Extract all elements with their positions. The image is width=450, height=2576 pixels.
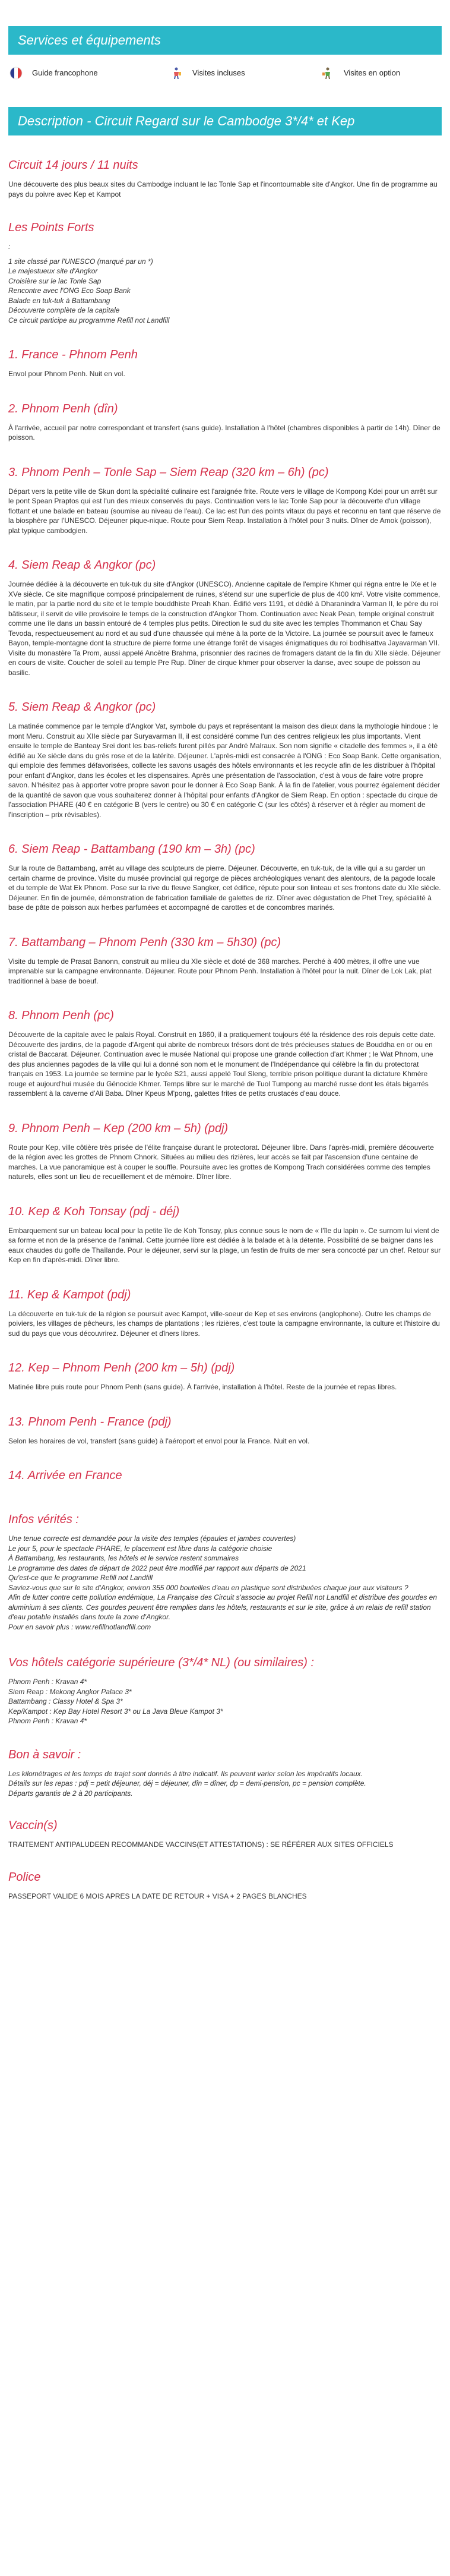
- day-title: 14. Arrivée en France: [8, 1469, 122, 1482]
- hotel-line: Siem Reap : Mekong Angkor Palace 3*: [8, 1687, 132, 1696]
- police-title: Police: [8, 1870, 41, 1884]
- day-section: [8, 1205, 442, 1265]
- page: [0, 26, 450, 1901]
- info-line: À Battambang, les restaurants, les hôtels et le service restent sommaires: [8, 1554, 239, 1562]
- optional-visits-icon: [321, 67, 334, 80]
- day-title: 7. Battambang – Phnom Penh (330 km – 5h30) (pc): [8, 935, 281, 949]
- day-text: Matinée libre puis route pour Phnom Penh (sans guide). À l'arrivée, installation à l'hôtel. Reste de la journée et repas libres.: [8, 1383, 397, 1391]
- highlight-item: Ce circuit participe au programme Refill not Landfill: [8, 316, 170, 324]
- highlights-list: [8, 242, 442, 325]
- day-section: [8, 1288, 442, 1339]
- day-section: [8, 1008, 442, 1099]
- french-flag-icon: [9, 67, 23, 80]
- police-text: PASSEPORT VALIDE 6 MOIS APRES LA DATE DE RETOUR + VISA + 2 PAGES BLANCHES: [8, 1891, 307, 1900]
- circuit-duration: Circuit 14 jours / 11 nuits: [8, 159, 138, 172]
- day-section: [8, 1415, 442, 1446]
- day-text: À l'arrivée, accueil par notre correspondant et transfert (sans guide). Installation à l'hôtel (chambres disponibles à partir de 14h). Dîner de poisson.: [8, 423, 441, 442]
- highlight-item: Rencontre avec l'ONG Eco Soap Bank: [8, 286, 131, 295]
- day-title: 9. Phnom Penh – Kep (200 km – 5h) (pdj): [8, 1121, 229, 1135]
- info-line: Une tenue correcte est demandée pour la visite des temples (épaules et jambes couvertes): [8, 1534, 296, 1543]
- info-list: [8, 1534, 442, 1632]
- bon-savoir-line: Départs garantis de 2 à 20 participants.: [8, 1789, 133, 1798]
- service-visits-optional: [321, 67, 400, 80]
- bon-savoir-list: [8, 1769, 442, 1799]
- highlights-dash: :: [8, 242, 11, 251]
- info-line: Le programme des dates de départ de 2022 peut être modifié par rapport aux départs de 2021: [8, 1563, 306, 1572]
- day-title: 11. Kep & Kampot (pdj): [8, 1288, 131, 1301]
- day-title: 8. Phnom Penh (pc): [8, 1009, 114, 1022]
- info-title: Infos vérités :: [8, 1513, 79, 1526]
- hotel-line: Battambang : Classy Hotel & Spa 3*: [8, 1697, 123, 1705]
- day-section: [8, 1468, 442, 1483]
- hotel-line: Phnom Penh : Kravan 4*: [8, 1717, 87, 1725]
- day-title: 3. Phnom Penh – Tonle Sap – Siem Reap (320 km – 6h) (pc): [8, 465, 329, 479]
- services-title: Services et équipements: [18, 32, 161, 48]
- services-row: [8, 55, 442, 92]
- service-french-guide: [9, 67, 170, 80]
- day-text: Envol pour Phnom Penh. Nuit en vol.: [8, 370, 125, 378]
- highlights-title: Les Points Forts: [8, 221, 94, 234]
- hotels-title: Vos hôtels catégorie supérieure (3*/4* NL) (ou similaires) :: [8, 1656, 315, 1669]
- day-text: Route pour Kep, ville côtière très prisée de l'élite française durant le protectorat. Déjeuner libre. Dans l'après-midi, première découverte de la région avec les grottes de Phnom Chnork. Situées au milieu des rizières, leur accès se fait par l'ascension d'une centaine de marches. La vue panoramique est à couper le souffle. Poursuite avec les grottes de Kompong Trach considérées comme des temples naturels, elles sont un lieu de recueillement et de mémoire. Dîner libre.: [8, 1143, 434, 1181]
- day-title: 10. Kep & Koh Tonsay (pdj - déj): [8, 1205, 180, 1218]
- vaccin-title: Vaccin(s): [8, 1819, 58, 1832]
- day-title: 6. Siem Reap - Battambang (190 km – 3h) (pc): [8, 843, 255, 856]
- day-text: Embarquement sur un bateau local pour la petite île de Koh Tonsay, plus connue sous le nom de « l'île du lapin ». Ce surnom lui vient de sa forme et non de la présence de l'animal. Cette journée libre est dédiée à la balade et à la détente. Possibilité de se baigner dans les eaux chaudes du golfe de Thaïlande. Pour le déjeuner, servi sur la plage, un festin de fruits de mer sera concocté par un chef. Retour sur Kep en fin d'après-midi. Dîner libre.: [8, 1226, 441, 1264]
- info-line: Afin de lutter contre cette pollution endémique, La Française des Circuit s'associe au projet Refill not Landfill et distribue des gourdes en aluminium à ses clients. Ces gourdes peuvent être remplies dans les hôtels, restaurants et sur le site, grâce à un relais de refill station d'eau potable installés dans toute la zone d'Angkor.: [8, 1593, 438, 1621]
- day-section: [8, 558, 442, 677]
- day-title: 2. Phnom Penh (dîn): [8, 402, 118, 415]
- day-section: [8, 1121, 442, 1182]
- day-text: Sur la route de Battambang, arrêt au village des sculpteurs de pierre. Déjeuner. Découverte, en tuk-tuk, de la ville qui a su garder un certain charme de province. Visite du musée provincial qui regorge de pièces archéologiques venant des alentours, de la pagode locale et du temple de Wat Ek Phnom. Pose sur la rive du fleuve Sangker, cet édifice, répute pour son linteau et ses frontons date du XIe siècle. Déjeuner. En fin de journée, démonstration de fabrication familiale de galettes de riz. Dîner avec dégustation de Phet Trey, spécialité à base de pâte de poisson aux herbes parfumées et accompagné de carottes et de concombres marinés.: [8, 864, 441, 912]
- info-line: Pour en savoir plus : www.refillnotlandfill.com: [8, 1622, 151, 1631]
- highlight-item: Croisière sur le lac Tonle Sap: [8, 276, 102, 285]
- tourist-visits-icon: [170, 67, 183, 80]
- highlight-item: 1 site classé par l'UNESCO (marqué par un *): [8, 257, 153, 266]
- day-section: [8, 465, 442, 536]
- day-text: Journée dédiée à la découverte en tuk-tuk du site d'Angkor (UNESCO). Ancienne capitale de l'empire Khmer qui régna entre le IXe et le XVe siècle. Ce site magnifique composé principalement de ruines, s'étend sur une superficie de plus de 400 km². Votre visite commence, le matin, par la partie nord du site et le temple bouddhiste Preah Khan. Édifié vers 1191, et dédié à Dharanindra Varman II, le père du roi bâtisseur, il servit de ville provisoire le temps de la construction d'Angkor Thom. Continuation avec Neak Pean, temple original construit comme une île dans un bassin entouré de 4 temples plus petits. Direction le sud du site avec les temples Thommanon et Chau Say Tevoda, respectueusement au nord et au sud d'une chaussée qui mène à la porte de la Victoire. La journée se poursuit avec le fameux Bayon, temple-montagne dont la structure de pierre forme une étrange forêt de visages énigmatiques du roi bodhisattva Jayavarman VII. Visite du monastère Ta Prom, aussi appelé Ancêtre Brahma, prisonnier des racines de fromagers datant de la fin du XIIe siècle. Déjeuner en cours de visite. Coucher de soleil au temple Pre Rup. Dîner de cirque khmer pour observer la danse, avec soupe de poisson au basilic.: [8, 580, 441, 677]
- day-text: Selon les horaires de vol, transfert (sans guide) à l'aéroport et envol pour la France. Nuit en vol.: [8, 1436, 310, 1445]
- bon-savoir-title: Bon à savoir :: [8, 1748, 81, 1761]
- highlight-item: Balade en tuk-tuk à Battambang: [8, 296, 110, 305]
- day-text: Départ vers la petite ville de Skun dont la spécialité culinaire est l'araignée frite. Route vers le village de Kompong Kdei pour un arrêt sur le pont Spean Praptos qui est l'un des mieux conservés du pays. Continuation vers le lac Tonle Sap pour la découverte d'un village flottant et une balade en bateau (soumise au niveau de l'eau). Ce lac est l'un des points vitaux du pays et reconnu en tant que réserve de la biosphère par l'UNESCO. Déjeuner pique-nique. Route pour Siem Reap. Installation à l'hôtel pour 3 nuits. Dîner de Amok (poisson), plat typique cambodgien.: [8, 487, 441, 535]
- day-title: 13. Phnom Penh - France (pdj): [8, 1415, 172, 1429]
- description-header: [8, 107, 442, 135]
- service-label: Guide francophone: [32, 68, 98, 77]
- info-line: Qu'est-ce que le programme Refill not Landfill: [8, 1574, 153, 1582]
- day-text: Découverte de la capitale avec le palais Royal. Construit en 1860, il a pratiquement toujours été la résidence des rois depuis cette date. Découverte des jardins, de la pagode d'Argent qui abrite de nombreux trésors dont de très précieuses statues de Bouddha en or ou en cristal de Baccarat. Déjeuner. Continuation avec le musée National qui propose une grande collection d'art Khmer ; le Wat Phnom, une des plus anciennes pagodes de la ville qui lui a donné son nom et le monument de l'Indépendance qui célèbre la fin du protectorat français en 1953. La journée se termine par le lycée S21, aussi appelé Toul Sleng, terrible prison politique durant la dictature Khmère rouge et aujourd'hui musée du Génocide Khmer. Temps libre sur le marché de Tuol Tumpong au marché russe dont les étals bigarrés rassemblent à la caverne d'Ali Baba. Dîner Kpeus M'pong, galettes frites de petits crustacés d'eau douce.: [8, 1030, 436, 1098]
- info-line: Saviez-vous que sur le site d'Angkor, environ 355 000 bouteilles d'eau en plastique sont distribuées chaque jour aux visiteurs ?: [8, 1583, 408, 1592]
- day-title: 5. Siem Reap & Angkor (pc): [8, 701, 156, 714]
- highlight-item: Découverte complète de la capitale: [8, 306, 120, 314]
- hotel-line: Phnom Penh : Kravan 4*: [8, 1678, 87, 1686]
- intro-text: Une découverte des plus beaux sites du Cambodge incluant le lac Tonle Sap et l'incontournable site d'Angkor. Une fin de programme au pays du poivre avec Kep et Kampot: [8, 180, 438, 198]
- day-section: [8, 1361, 442, 1392]
- bon-savoir-line: Les kilométrages et les temps de trajet sont donnés à titre indicatif. Ils peuvent varier selon les impératifs locaux.: [8, 1769, 363, 1778]
- service-label: Visites en option: [344, 68, 401, 77]
- vaccin-text: TRAITEMENT ANTIPALUDEEN RECOMMANDE VACCINS(ET ATTESTATIONS) : SE RÉFÉRER AUX SITES OFFICIELS: [8, 1840, 394, 1849]
- hotel-line: Kep/Kampot : Kep Bay Hotel Resort 3* ou La Java Bleue Kampot 3*: [8, 1707, 223, 1716]
- spacer: [8, 252, 442, 257]
- day-title: 4. Siem Reap & Angkor (pc): [8, 559, 156, 572]
- day-section: [8, 348, 442, 379]
- day-section: [8, 700, 442, 819]
- day-section: [8, 402, 442, 443]
- day-text: La matinée commence par le temple d'Angkor Vat, symbole du pays et représentant la maison des dieux dans la mythologie hindoue : le mont Meru. Construit au XIIe siècle par Suryavarman II, il est considéré comme l'un des centres religieux les plus importants. Vient ensuite le temple de Banteay Srei dont les bas-reliefs furent pillés par André Malraux. Son nom signifie « citadelle des femmes », il a été édifié au Xe siècle dans du grès rose et de la latérite. Déjeuner. L'après-midi est consacrée à l'ONG : Eco Soap Bank. Cette organisation, qui emploie des femmes défavorisées, collecte les savons usagés des hôtels environnants et les recycle afin de les distribuer à l'hôpital pour enfant d'Angkor, dans les écoles et les dispensaires. Après une présentation de l'association, c'est à vous de faire votre propre savon. N'hésitez pas à apporter votre propre savon pour le donner à Eco Soap Bank. À la fin de l'atelier, vous pourrez également décider de la quantité de savon que vous souhaiterez donner à l'hôpital pour enfants d'Angkor de Siem Reap. En option : spectacle du cirque de l'association PHARE (40 € en catégorie B (vers le centre) ou 30 € en catégorie C (sur les côtés) à réserver et à régler au moment de l'inscription – prix révisables).: [8, 722, 441, 819]
- day-section: [8, 935, 442, 986]
- day-section: [8, 842, 442, 913]
- day-title: 12. Kep – Phnom Penh (200 km – 5h) (pdj): [8, 1361, 235, 1374]
- service-label: Visites incluses: [192, 68, 245, 77]
- info-line: Le jour 5, pour le spectacle PHARE, le placement est libre dans la catégorie choisie: [8, 1544, 272, 1553]
- highlight-item: Le majestueux site d'Angkor: [8, 267, 98, 275]
- description-title: Description - Circuit Regard sur le Cambodge 3*/4* et Kep: [18, 113, 355, 128]
- hotels-list: [8, 1677, 442, 1726]
- services-header: [8, 26, 442, 55]
- day-title: 1. France - Phnom Penh: [8, 348, 138, 361]
- day-text: La découverte en tuk-tuk de la région se poursuit avec Kampot, ville-soeur de Kep et ses environs (anglophone). Outre les champs de poiviers, les villages de pêcheurs, les champs de plantations ; les rizières, c'est toute la campagne environnante, la culture et l'histoire du sud du pays que vous découvrirez. Déjeuner et dîners libres.: [8, 1309, 440, 1338]
- bon-savoir-line: Détails sur les repas : pdj = petit déjeuner, déj = déjeuner, dîn = dîner, dp = demi-pension, pc = pension complète.: [8, 1779, 366, 1787]
- day-text: Visite du temple de Prasat Banonn, construit au milieu du XIe siècle et doté de 368 marches. Perché à 400 mètres, il offre une vue imprenable sur la campagne environnante. Déjeuner. Route pour Phnom Penh. Installation à l'hôtel pour la nuit. Dîner de Lok Lak, plat traditionnel à base de boeuf.: [8, 957, 432, 985]
- service-visits-included: [170, 67, 321, 80]
